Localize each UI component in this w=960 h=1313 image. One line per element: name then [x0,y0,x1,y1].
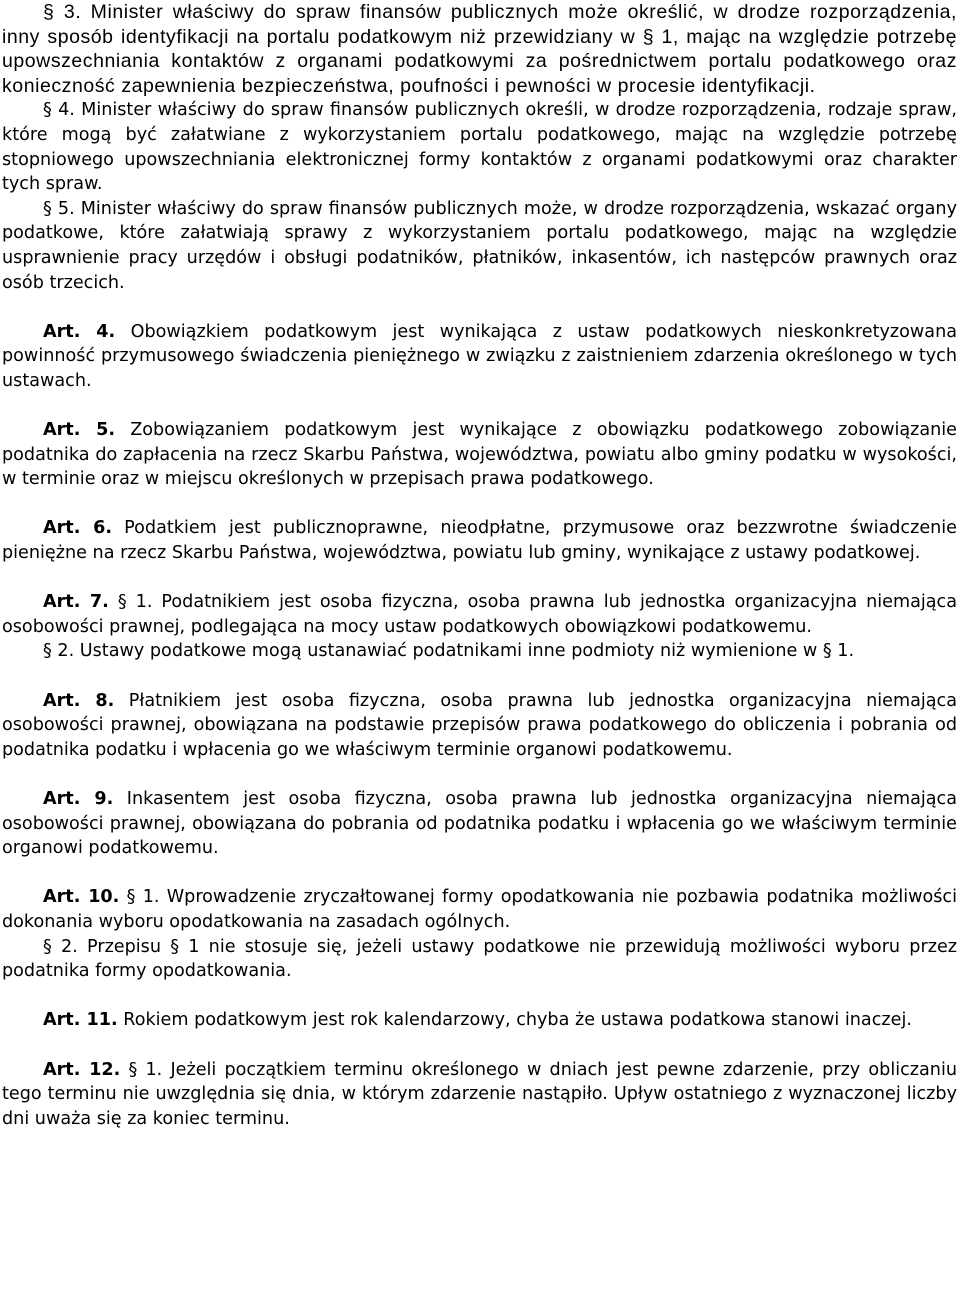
article-6-text: Podatkiem jest publicznoprawne, nieodpłatne, przymusowe oraz bezzwrotne świadczenie pieniężne na rzecz Skarbu Państwa, województwa, powiatu lub gminy, wynikające z ustawy podatkowej. [2,518,958,564]
article-8 [2,689,957,763]
article-5 [2,418,957,492]
article-11 [2,1008,957,1033]
article-10-text: § 1. Wprowadzenie zryczałtowanej formy opodatkowania nie pozbawia podatnika możliwości dokonania wyboru opodatkowania na zasadach ogólnych. [2,887,957,932]
article-7-text: § 1. Podatnikiem jest osoba fizyczna, osoba prawna lub jednostka organizacyjna niemająca osobowości prawnej, podlegająca na mocy ustaw podatkowych obowiązkowi podatkowemu. [2,592,958,637]
article-10-section-2: § 2. Przepisu § 1 nie stosuje się, jeżeli ustawy podatkowe nie przewidują możliwości wyboru przez podatnika formy opodatkowania. [2,936,957,982]
article-7-section-2: § 2. Ustawy podatkowe mogą ustanawiać podatnikami inne podmioty niż wymienione w § 1. [43,641,855,662]
article-4-number: Art. 4. [43,321,116,342]
article-8-text: Płatnikiem jest osoba fizyczna, osoba prawna lub jednostka organizacyjna niemająca osobowości prawnej, obowiązana na podstawie przepisów prawa podatkowego do obliczenia i pobrania od podatnika podatku i wpłacenia go we właściwym terminie organowi podatkowemu. [2,690,958,760]
article-10 [2,885,957,934]
paragraph-section-5: § 5. Minister właściwy do spraw finansów publicznych może, w drodze rozporządzenia, wskazać organy podatkowe, które załatwiają sprawy z wykorzystaniem portalu podatkowego, mając na względzie usprawnienie pracy urzędów i obsługi podatników, płatników, inkasentów, ich następców prawnych oraz osób trzecich. [2,198,957,293]
paragraph-section-4: § 4. Minister właściwy do spraw finansów publicznych określi, w drodze rozporządzenia, rodzaje spraw, które mogą być załatwiane z wykorzystaniem portalu podatkowego, mając na względzie potrzebę stopniowego upowszechniania elektronicznej formy kontaktów z organami podatkowymi oraz charakter tych spraw. [2,100,957,195]
article-5-text: Zobowiązaniem podatkowym jest wynikające z obowiązku podatkowego zobowiązanie podatnika do zapłacenia na rzecz Skarbu Państwa, województwa, powiatu albo gminy podatku w wysokości, w terminie oraz w miejscu określonych w przepisach prawa podatkowego. [2,420,958,490]
article-8-number: Art. 8. [43,690,115,711]
article-10-number: Art. 10. [43,887,120,908]
article-12-number: Art. 12. [43,1059,121,1080]
article-12 [2,1058,957,1132]
article-9-number: Art. 9. [43,789,114,809]
article-6 [2,516,957,565]
article-7-number: Art. 7. [43,592,109,613]
article-11-text: Rokiem podatkowym jest rok kalendarzowy, chyba że ustawa podatkowa stanowi inaczej. [117,1010,912,1031]
article-6-number: Art. 6. [43,518,113,539]
article-9-text: Inkasentem jest osoba fizyczna, osoba prawna lub jednostka organizacyjna niemająca osobowości prawnej, obowiązana do pobrania od podatnika podatku i wpłacenia go we właściwym terminie organowi podatkowemu. [2,789,958,859]
article-9 [2,787,957,861]
article-11-number: Art. 11. [43,1010,118,1031]
article-4-text: Obowiązkiem podatkowym jest wynikająca z ustaw podatkowych nieskonkretyzowana powinność przymusowego świadczenia pieniężnego w związku z zaistnieniem zdarzenia określonego w tych ustawach. [2,321,957,391]
paragraph-section-3: § 3. Minister właściwy do spraw finansów publicznych może określić, w drodze rozporządzenia, inny sposób identyfikacji na portalu podatkowym niż przewidziany w § 1, mając na względzie potrzebę upowszechniania kontaktów z organami podatkowymi za pośrednictwem portalu podatkowego oraz konieczność zapewnienia bezpieczeństwa, poufności i pewności w procesie identyfikacji. [2,1,957,97]
article-7 [2,590,957,639]
article-12-text: § 1. Jeżeli początkiem terminu określonego w dniach jest pewne zdarzenie, przy obliczaniu tego terminu nie uwzględnia się dnia, w którym zdarzenie nastąpiło. Upływ ostatniego z wyznaczonej liczby dni uważa się za koniec terminu. [2,1059,957,1129]
article-5-number: Art. 5. [43,420,116,441]
article-4 [2,320,957,394]
